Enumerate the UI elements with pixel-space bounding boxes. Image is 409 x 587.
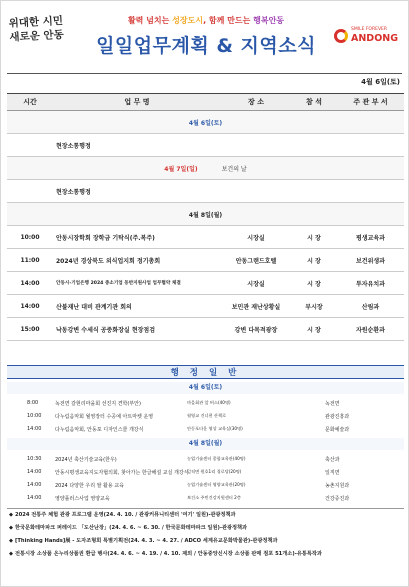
day-date: 4월 7일(일) (164, 165, 198, 173)
table-row (7, 295, 404, 318)
notices (7, 508, 404, 561)
general-event: 녹전면 갈현리마을회 선진지 견학(부안) (55, 401, 141, 407)
smile-circle-icon (334, 29, 348, 43)
cell-dept: 산림과 (337, 295, 404, 318)
cell-attend: 시 장 (291, 249, 337, 272)
slogan-prefix: 활력 넘치는 (127, 16, 173, 25)
day-date: 4월 6일(토) (188, 119, 223, 127)
cell-place (221, 180, 291, 203)
general-event: 2024 다양한 우리 쌀 활용 교육 (55, 483, 124, 489)
cell-time (7, 180, 53, 203)
general-place: 월영교 건너편 산책로 (187, 413, 227, 418)
slogan-mid: , 함께 만드는 (203, 16, 254, 25)
cell-attend: 시 장 (291, 318, 337, 341)
current-date: 4월 6일(토) (361, 78, 400, 86)
day-date: 4월 8일(월) (188, 211, 223, 219)
header-attend: 참 석 (291, 94, 337, 111)
general-event: 영양플러스사업 영양교육 (55, 496, 110, 502)
general-day-label: 4월 6일(토) (7, 382, 404, 394)
table-row (7, 180, 404, 203)
cell-task: 현장소통행정 (53, 180, 221, 203)
table-row (7, 318, 404, 341)
header-time: 시간 (7, 94, 53, 111)
cell-time: 14:00 (7, 272, 53, 295)
general-time: 10:00 (27, 413, 42, 419)
cell-attend (291, 134, 337, 157)
general-row (7, 397, 404, 410)
general-place: 보건소 주민건강지원센터 2층 (187, 495, 241, 500)
table-row (7, 249, 404, 272)
cell-time: 14:00 (7, 295, 53, 318)
logo-line-2: 새로운 안동 (9, 28, 65, 44)
general-row (7, 453, 404, 466)
general-row (7, 479, 404, 492)
notice-text: 한국문화테마파크 퍼레이드 「도산난장」(24. 4. 6. ~ 6. 30. / 한국문화테마파크 일원)-관광정책과 (15, 525, 248, 531)
cell-time (7, 134, 53, 157)
slogan-growth: 성장도시 (172, 16, 204, 25)
day-row (7, 157, 404, 180)
cell-time: 15:00 (7, 318, 53, 341)
notice-item: ◆ 전통시장 소상품 온누리상품권 환급 행사(24. 4. 6. ~ 4. 19. / 4. 10. 제외 / 안동중앙신시장 소상품 판매 점포 51개소)-유통특작과 (9, 551, 322, 557)
logo-small-text: SMILE FOREVER (351, 27, 387, 32)
day-row (7, 111, 404, 134)
header-dept: 주 관 부 서 (337, 94, 404, 111)
general-place: 마을회관 앞 버스(40명) (187, 400, 231, 405)
general-time: 14:00 (27, 482, 42, 488)
cell-attend: 시 장 (291, 272, 337, 295)
general-row (7, 466, 404, 479)
cell-task: 현장소통행정 (53, 134, 221, 157)
cell-task: 낙동강변 수세식 공중화장실 현장점검 (53, 318, 221, 341)
cell-dept: 투자유치과 (337, 272, 404, 295)
general-dept: 축산과 (325, 457, 340, 463)
general-time: 14:00 (27, 495, 42, 501)
day-label (7, 111, 404, 134)
general-row (7, 492, 404, 505)
cell-task: 안동시-기업은행 2024 중소기업 동반지원사업 업무협약 체결 (53, 272, 221, 295)
cell-place: 보민관 재난상황실 (221, 295, 291, 318)
general-place: 농업기술센터 종합교육관(40명) (187, 456, 246, 461)
cell-task: 2024년 경상북도 외식업지회 정기총회 (53, 249, 221, 272)
general-time: 14:00 (27, 469, 42, 475)
day-label (7, 203, 404, 226)
cell-dept: 평생교육과 (337, 226, 404, 249)
table-row (7, 226, 404, 249)
table-header-row (7, 94, 404, 111)
notice-text: 전통시장 소상품 온누리상품권 환급 행사(24. 4. 6. ~ 4. 19. / 4. 10. 제외 / 안동중앙신시장 소상품 판매 점포 51개소)-유통특작과 (15, 551, 322, 557)
general-place: 농업기술센터 영양교육관(20명) (187, 482, 246, 487)
notice-item: ◆ 2024 전통주 체험 관광 프로그램 운영(24. 4. 10. / 관광커뮤니티센터 '여기' 일원)-관광정책과 (9, 512, 236, 518)
header-task: 업 무 명 (53, 94, 221, 111)
header-place: 장 소 (221, 94, 291, 111)
general-admin-title: 행 정 일 반 (7, 365, 404, 379)
holiday-label: 보건의 날 (221, 165, 247, 173)
general-event: 다누림음악회 월영장터 수공예 아트마켓 운영 (55, 414, 154, 420)
city-slogan-logo (8, 13, 75, 44)
general-dept: 녹전면 (325, 401, 340, 407)
logo-big-text: ANDONG (351, 33, 399, 44)
general-row (7, 423, 404, 436)
logo-line-1: 위대한 시민 (8, 14, 64, 30)
cell-dept: 자원순환과 (337, 318, 404, 341)
slogan (91, 15, 321, 26)
notice-item: ◆ 한국문화테마파크 퍼레이드 「도산난장」(24. 4. 6. ~ 6. 30. / 한국문화테마파크 일원)-관광정책과 (9, 525, 248, 531)
cell-attend: 부시장 (291, 295, 337, 318)
cell-time: 11:00 (7, 249, 53, 272)
general-time: 14:00 (27, 426, 42, 432)
table-row (7, 134, 404, 157)
general-event: 안동시평생교육지도자협의회, 찾아가는 한글해설 교실 개강식 (55, 470, 189, 476)
general-time: 8:00 (27, 400, 39, 406)
cell-task: 산불재난 대비 관계기관 회의 (53, 295, 221, 318)
cell-time: 10:00 (7, 226, 53, 249)
general-place: 안동포타운 영상 교육실(30명) (187, 426, 243, 431)
smile-andong-logo (334, 27, 399, 53)
notice-text: [Thinking Hands]展 - 도자조형회 특별기획전(24. 4. 3. ~ 4. 27. / ADCO 세계유교문화박물관)-관광정책과 (15, 538, 278, 544)
schedule-table (7, 93, 404, 341)
cell-place: 시장실 (221, 226, 291, 249)
general-day-label: 4월 8일(월) (7, 438, 404, 450)
cell-place (221, 134, 291, 157)
general-time: 10:30 (27, 456, 42, 462)
general-row (7, 410, 404, 423)
notice-item: ◆ [Thinking Hands]展 - 도자조형회 특별기획전(24. 4. 3. ~ 4. 27. / ADCO 세계유교문화박물관)-관광정책과 (9, 538, 278, 544)
general-dept: 문화예술과 (325, 427, 350, 433)
cell-place: 시장실 (221, 272, 291, 295)
general-dept: 건강증진과 (325, 496, 350, 502)
day-label (7, 157, 404, 180)
general-dept: 관광진흥과 (325, 414, 350, 420)
general-event: 2024년 축산기술교육(한우) (55, 457, 117, 463)
cell-dept: 보건위생과 (337, 249, 404, 272)
general-dept: 일직면 (325, 470, 340, 476)
cell-place: 안동그랜드호텔 (221, 249, 291, 272)
cell-place: 강변 다목적광장 (221, 318, 291, 341)
notice-text: 2024 전통주 체험 관광 프로그램 운영(24. 4. 10. / 관광커뮤니티센터 '여기' 일원)-관광정책과 (15, 512, 236, 518)
date-row (7, 73, 402, 87)
cell-attend (291, 180, 337, 203)
general-dept: 농촌지원과 (325, 483, 350, 489)
header (1, 1, 408, 69)
day-row (7, 203, 404, 226)
page-title: 일일업무계획 & 지역소식 (96, 35, 316, 57)
general-place: 일직면 원호1리 경로당(20명) (187, 469, 242, 474)
cell-dept (337, 180, 404, 203)
cell-dept (337, 134, 404, 157)
cell-task: 안동시장학회 장학금 기탁식(주.복주) (53, 226, 221, 249)
table-row (7, 272, 404, 295)
cell-attend: 시 장 (291, 226, 337, 249)
general-event: 다누림음악회, 안동포 디자인스쿨 개강식 (55, 427, 144, 433)
schedule-body (7, 111, 404, 341)
slogan-happy: 행복안동 (253, 16, 285, 25)
